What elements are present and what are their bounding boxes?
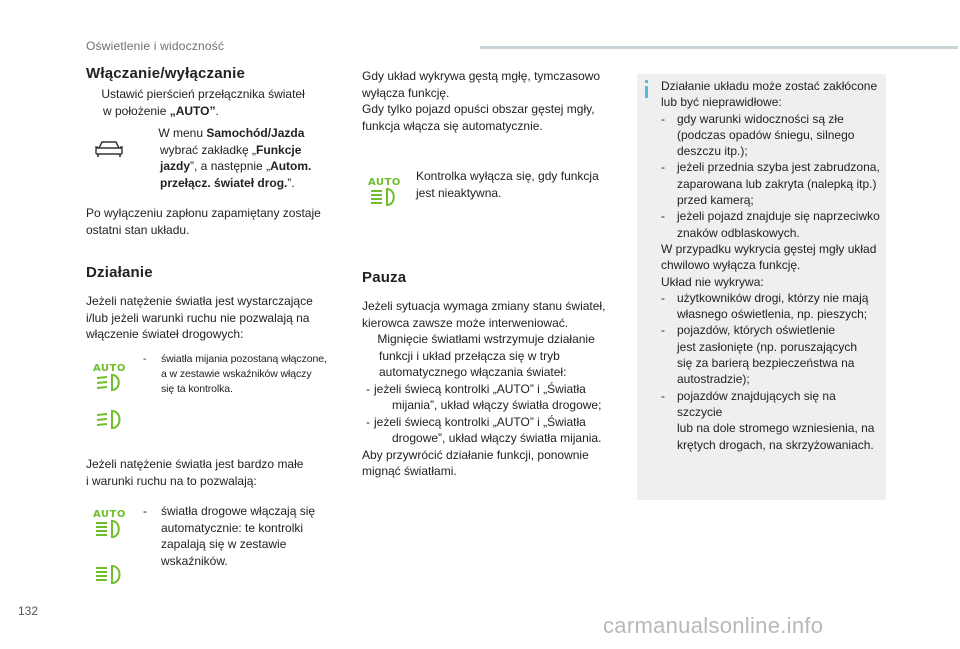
dash-marker: - [661, 323, 665, 338]
low-beam-icon [93, 408, 125, 430]
menu-bold: Samochód/Jazda [206, 126, 305, 140]
dash-marker: - [661, 290, 665, 305]
section-title: Oświetlenie i widoczność [86, 39, 225, 53]
menu-bold: Autom. [270, 159, 312, 173]
dash-marker: - [661, 388, 665, 403]
restore-line: Aby przywrócić działanie funkcji, ponownie [362, 447, 589, 462]
watermark: carmanualsonline.info [603, 613, 824, 638]
info-line: autostradzie); [677, 372, 750, 387]
condition-line: Jeżeli natężenie światła jest wystarczające [86, 294, 313, 308]
info-line: Działanie układu może zostać zakłócone [661, 79, 878, 93]
condition-line: Jeżeli natężenie światła jest bardzo małe [86, 457, 304, 471]
condition-line: włączenie świateł drogowych: [86, 327, 244, 341]
high-beam-icon [93, 563, 125, 585]
pause-line: Jeżeli sytuacja wymaga zmiany stanu świateł, [362, 299, 606, 313]
fog-line: Gdy układ wykrywa gęstą mgłę, tymczasowo [362, 69, 601, 83]
high-beam-line: światła drogowe włączają się [161, 504, 316, 518]
auto-label: AUTO [93, 509, 126, 520]
menu-text: ”. [287, 175, 295, 190]
info-line: lub na dole stromego wzniesienia, na [677, 421, 875, 436]
info-line: własnego oświetlenia, np. pieszych; [677, 307, 868, 322]
inactive-note [416, 168, 626, 201]
menu-text: W menu [158, 126, 207, 140]
step-set-ring [86, 86, 356, 119]
info-line: znaków odblaskowych. [677, 225, 800, 240]
info-box-text [661, 78, 883, 453]
operation-condition-1 [86, 293, 356, 343]
info-line: (podczas opadów śniegu, silnego [677, 127, 855, 142]
step-text: . [215, 103, 219, 118]
restore-line: mignąć światłami. [362, 464, 457, 478]
fog-note [362, 68, 627, 134]
info-line: pojazdów, których oświetlenie [677, 323, 836, 338]
info-line: krętych drogach, na skrzyżowaniach. [677, 437, 874, 452]
heading-on-off: Włączanie/wyłączanie [86, 65, 246, 82]
dash-marker: - [143, 504, 147, 518]
low-beam-line: światła mijania pozostaną włączone, [161, 353, 327, 365]
info-line: jest zasłonięte (np. poruszających [677, 339, 858, 354]
menu-instruction [143, 125, 343, 191]
page-number: 132 [18, 604, 39, 618]
inactive-line: Kontrolka wyłącza się, gdy funkcja [416, 169, 599, 183]
menu-text: wybrać zakładkę „ [160, 142, 257, 157]
low-beam-description [143, 352, 343, 397]
info-line: deszczu itp.); [677, 144, 748, 159]
info-line: przed kamerą; [677, 193, 754, 208]
sub-line: mijania”, układ włączy światła drogowe; [392, 398, 602, 412]
fog-line: Gdy tylko pojazd opuści obszar gęstej mgły, [362, 102, 595, 116]
info-line: jeżeli pojazd znajduje się naprzeciwko [677, 209, 880, 224]
info-line: gdy warunki widoczności są złe [677, 111, 844, 126]
auto-label: AUTO [93, 363, 126, 374]
flash-line: Mignięcie światłami wstrzymuje działanie [377, 332, 595, 346]
operation-condition-2 [86, 456, 356, 489]
header-divider [480, 46, 958, 49]
info-line: się za barierą bezpieczeństwa na [677, 356, 855, 371]
flash-line: funkcji i układ przełącza się w tryb [379, 348, 560, 363]
menu-bold: Funkcje [256, 142, 302, 157]
auto-label: AUTO [368, 177, 401, 188]
dash-marker: - [661, 209, 665, 224]
step-bold: „AUTO” [169, 103, 216, 118]
inactive-line: jest nieaktywna. [416, 185, 502, 200]
dash-marker: - [143, 353, 147, 365]
memory-note [86, 205, 356, 238]
info-icon-dot [645, 80, 648, 83]
heading-pause: Pauza [362, 269, 407, 286]
auto-high-beam-icon [92, 508, 128, 540]
info-icon-bar [645, 86, 648, 98]
fog-line: wyłącza funkcję. [362, 85, 450, 100]
info-line: zaparowana lub zakryta (nalepką itp.) [677, 176, 877, 191]
info-line: użytkowników drogi, którzy nie mają [677, 290, 869, 305]
sub-line: jeżeli świecą kontrolki „AUTO” i „Światła [374, 414, 586, 429]
menu-bold: jazdy [160, 159, 191, 173]
info-line: chwilowo wyłącza funkcję. [661, 258, 801, 273]
sub-line: drogowe”, układ włączy światła mijania. [392, 431, 602, 445]
low-beam-line: a w zestawie wskaźników włączy [161, 368, 312, 380]
info-line: lub być nieprawidłowe: [661, 95, 782, 110]
fog-line: funkcja włącza się automatycznie. [362, 118, 543, 133]
info-line: Układ nie wykrywa: [661, 274, 764, 289]
condition-line: i warunki ruchu na to pozwalają: [86, 473, 257, 488]
step-text: Ustawić pierścień przełącznika świateł [101, 87, 305, 101]
pause-line: kierowca zawsze może interweniować. [362, 315, 569, 330]
dash-marker: - [661, 160, 665, 175]
high-beam-line: automatycznie: te kontrolki [161, 520, 304, 535]
dash-marker: - [366, 381, 370, 396]
dash-marker: - [366, 414, 370, 429]
memory-line: Po wyłączeniu zapłonu zapamiętany zostaje [86, 206, 321, 220]
auto-low-beam-icon [92, 362, 128, 392]
sub-line: jeżeli świecą kontrolki „AUTO” i „Światła [374, 381, 586, 396]
menu-text: ”, a następnie „ [190, 159, 271, 173]
info-line: jeżeli przednia szyba jest zabrudzona, [677, 160, 880, 175]
step-text: w położenie [103, 103, 170, 118]
memory-line: ostatni stan układu. [86, 222, 190, 237]
high-beam-description [143, 503, 343, 569]
flash-line: automatycznego włączania świateł: [379, 365, 567, 379]
car-icon [94, 139, 124, 159]
high-beam-line: zapalają się w zestawie [161, 537, 287, 551]
pause-description [362, 298, 630, 480]
heading-operation: Działanie [86, 264, 153, 281]
condition-line: i/lub jeżeli warunki ruchu nie pozwalają na [86, 310, 310, 325]
info-line: W przypadku wykrycia gęstej mgły układ [661, 241, 877, 256]
info-line: pojazdów znajdujących się na szczycie [677, 388, 836, 419]
low-beam-line: się ta kontrolka. [161, 383, 233, 395]
dash-marker: - [661, 111, 665, 126]
high-beam-line: wskaźników. [161, 553, 228, 568]
menu-bold: przełącz. świateł drog. [160, 175, 288, 190]
auto-high-beam-indicator-icon [367, 176, 403, 208]
